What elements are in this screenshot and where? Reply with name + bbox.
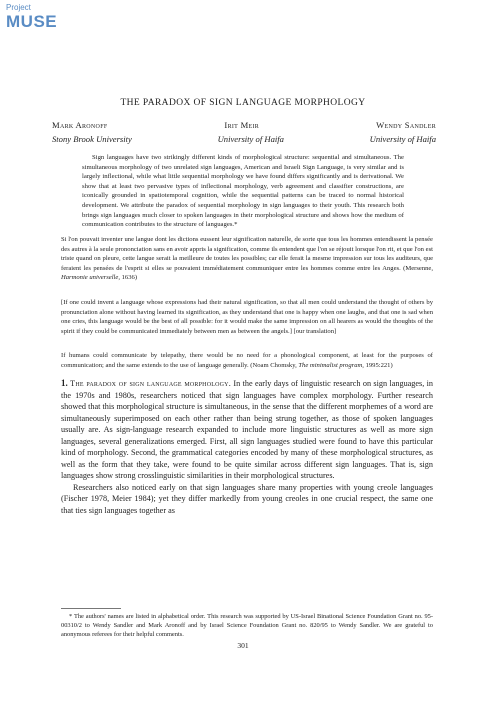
epigraph-chomsky-text: If humans could communicate by telepathy, there would be no need for a phonological component, at least for the purposes of communication; and the same extends to the use of language generally. (Noam Chomsky, xyxy=(61,352,433,369)
author-affiliation: University of Haifa xyxy=(217,134,284,144)
epigraph-chomsky-source-title: The minimalist program, xyxy=(298,361,364,369)
author-affiliation: Stony Brook University xyxy=(52,134,132,144)
body-paragraph xyxy=(61,378,433,482)
epigraph-french xyxy=(61,235,433,283)
section-number: 1. xyxy=(61,378,68,388)
logo-big-text: MUSE xyxy=(6,12,58,31)
author-name: Irit Meir xyxy=(224,120,260,130)
body-paragraph-1-text: In the early days of linguistic research on sign languages, in the 1970s and 1980s, researchers noticed that sign languages have complex morphology. Further research showed that this morphological structure is simultaneous, in the sense that the different morphemes of a word are simultaneously superimposed on each other rather than being strung together, as those of spoken languages usually are. As sign-language research expanded to include more linguistic structures as well as more sign languages, several generalizations emerged. First, all sign languages studied were found to have this particular kind of morphology. Second, the grammatical categories encoded by many of these morphological structures, as well as the form that they take, were found to be quite similar across different sign languages. That is, sign languages show strong crosslinguistic similarities in their morphological structures. xyxy=(61,379,434,480)
epigraph-french-source-title: Harmonie universelle, xyxy=(61,274,120,281)
body-text xyxy=(61,378,433,516)
footnote-divider xyxy=(61,608,121,609)
project-muse-logo[interactable] xyxy=(6,4,57,30)
epigraph-french-year: 1636) xyxy=(121,274,138,281)
epigraph-chomsky xyxy=(61,351,433,370)
article-title: THE PARADOX OF SIGN LANGUAGE MORPHOLOGY xyxy=(120,98,366,108)
author-name: Mark Aronoff xyxy=(52,120,108,130)
epigraph-translation: [If one could invent a language whose expressions had their natural signification, so that all men could understand the thought of others by pronunciation alone without having learned its signification, as they understand that one is happy when one laughs, and that one is sad when one cries, this language would be the best of all possible: for it would make the same impression on all hearers as would the thoughts of the spirit if they could be communicated immediately between men as between the angels.] [our translation] xyxy=(61,299,433,335)
body-paragraph: Researchers also noticed early on that sign languages share many properties with young creole languages (Fischer 1978, Meier 1984); yet they differ markedly from young creoles in one crucial respect, the same one that ties sign languages together as xyxy=(61,482,433,515)
abstract: Sign languages have two strikingly different kinds of morphological structure: sequential and simultaneous. The simultaneous morphology of two unrelated sign languages, American and Israeli Sign Language, is very similar and is largely inflectional, while what little sequential morphology we have found differs significantly and is derivational. We show that at least two pervasive types of inflectional morphology, verb agreement and classifier constructions, are iconically grounded in spatiotemporal cognition, while the sequential patterns can be traced to normal historical development. We attribute the paradox of sequential morphology in sign languages to their youth. This research both brings sign languages much closer to spoken languages in their morphological structure and shows how the medium of communication contributes to the structure of languages.* xyxy=(82,154,404,229)
section-title: The paradox of sign language morphology. xyxy=(70,379,231,388)
epigraph-french-text: Si l'on pouvait inventer une langue dont les dictions eussent leur signification naturelle, de sorte que tous les hommes entendissent la pensée des autres à la seule prononciation sans en avoir appris la signification, comme ils entendent que l'on se réjouit lorsque l'on rit, et que l'on est triste quand on pleure, cette langue serait la meilleure de toutes les possibles; car elle ferait la mesme impression sur tous les auditeurs, que feraient les pensées de l'esprit si elles se pouvaient immédiatement communiquer entre les hommes comme entre les Anges. (Mersenne, xyxy=(61,236,433,272)
author-name: Wendy Sandler xyxy=(376,120,436,130)
epigraph-chomsky-year: 1995:221) xyxy=(365,361,393,369)
author-affiliation: University of Haifa xyxy=(369,134,436,144)
logo-small-text: Project xyxy=(6,3,31,12)
author-block xyxy=(52,120,436,144)
page-number: 301 xyxy=(237,641,249,650)
footnote: * The authors' names are listed in alphabetical order. This research was supported by US-Israel Binational Science Foundation Grant no. 95-00310/2 to Wendy Sandler and Mark Aronoff and by Israel Science Foundation Grant no. 820/95 to Wendy Sandler. We are grateful to anonymous referees for their helpful comments. xyxy=(61,613,433,638)
